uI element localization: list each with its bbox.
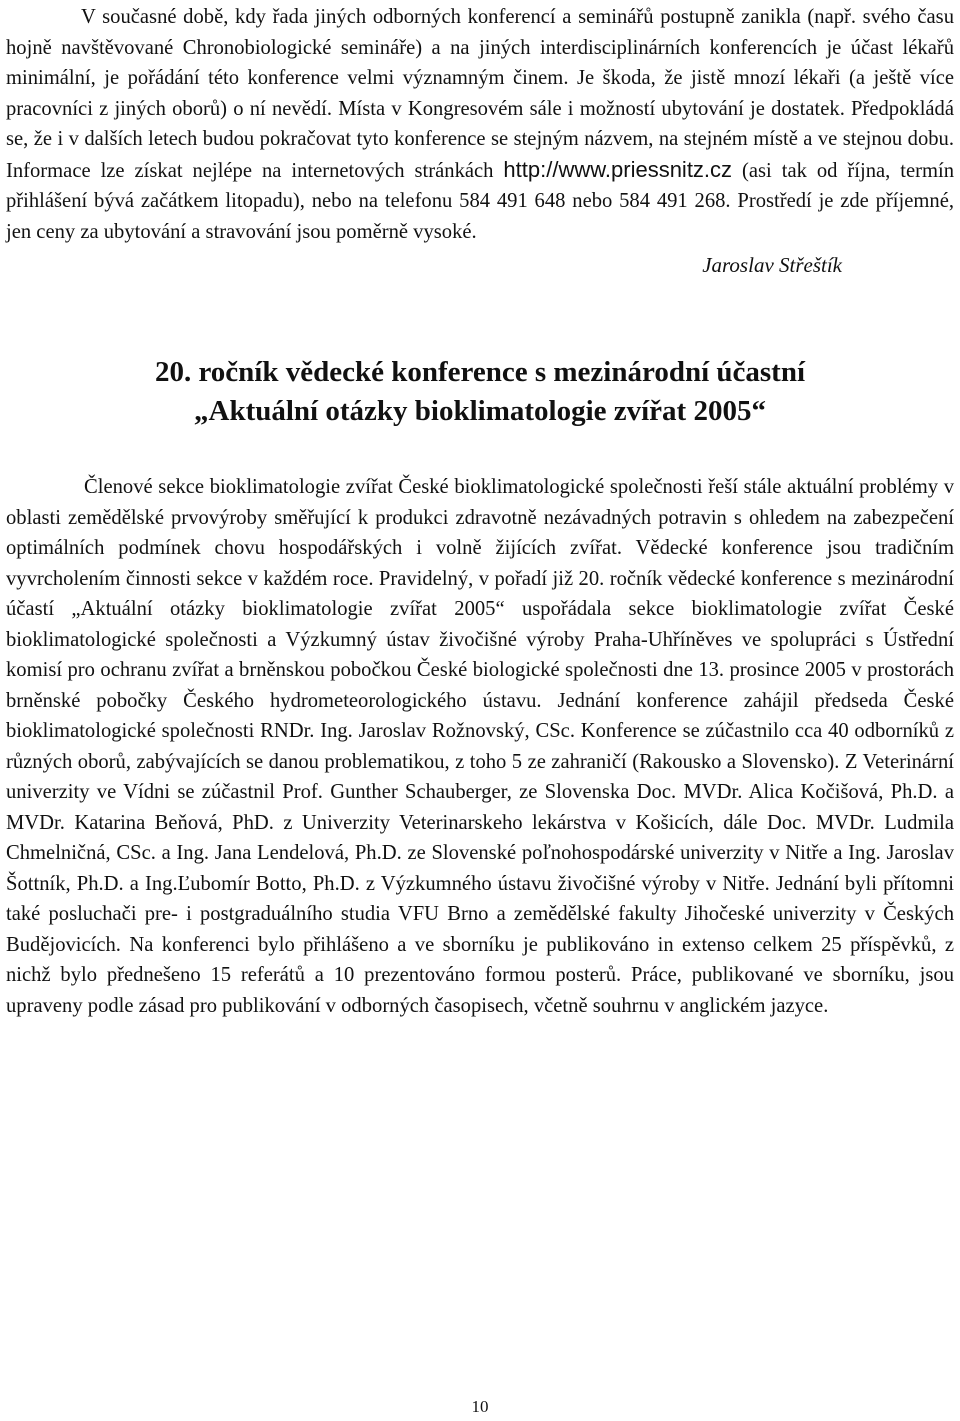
intro-paragraph [6,2,954,247]
website-link[interactable]: http://www.priessnitz.cz [503,156,733,182]
intro-text-part-1: V současné době, kdy řada jiných odborných konferencí a seminářů postupně zanikla (např. svého času hojně navštěvované Chronobiologické semináře) a na jiných interdisciplinárních konferencích je účast lékařů minimální, je pořádání této konference velmi významným činem. Je škoda, že jistě mnozí lékaři (a ještě více pracovníci z jiných oborů) o ní nevědí. Místa v Kongresovém sále i možností ubytování je dostatek. Předpokládá se, že i v dalších letech budou pokračovat tyto konference se stejným názvem, na stejném místě a ve stejnou dobu. Informace lze získat nejlépe na internetových stránkách [6,6,954,182]
document-page [6,0,954,1021]
section-title-line-1: 20. ročník vědecké konference s mezinárodní účastní [154,356,806,388]
section-heading [6,353,954,431]
intro-text-part-2: (asi tak od října, termín přihlášení bývá začátkem litopadu), nebo na telefonu 584 491 648 nebo 584 491 268. Prostředí je zde příjemné, jen ceny za ubytování a stravování jsou poměrně vysoké. [6,159,955,243]
author-signature: Jaroslav Střeštík [702,253,842,277]
page-number: 10 [471,1397,489,1416]
section-body-paragraph: Členové sekce bioklimatologie zvířat České bioklimatologické společnosti řeší stále aktuální problémy v oblasti zemědělské prvovýroby směřující k produkci zdravotně nezávadných potravin s ohledem na zabezpečení optimálních podmínek chovu hospodářských i volně žijících zvířat. Vědecké konference jsou tradičním vyvrcholením činnosti sekce v každém roce. Pravidelný, v pořadí již 20. ročník vědecké konference s mezinárodní účastí „Aktuální otázky bioklimatologie zvířat 2005“ uspořádala sekce bioklimatologie zvířat České bioklimatologické společnosti a Výzkumný ústav živočišné výroby Praha-Uhříněves ve spolupráci s Ústřední komisí pro ochranu zvířat a brněnskou pobočkou České biologické společnosti dne 13. prosince 2005 v prostorách brněnské pobočky Českého hydrometeorologického ústavu. Jednání konference zahájil předseda České bioklimatologické společnosti RNDr. Ing. Jaroslav Rožnovský, CSc. Konference se zúčastnilo cca 40 odborníků z různých oborů, zabývajících se danou problematikou, z toho 5 ze zahraničí (Rakousko a Slovensko). Z Veterinární univerzity ve Vídni se zúčastnil Prof. Gunther Schauberger, ze Slovenska Doc. MVDr. Alica Kočišová, Ph.D. a MVDr. Katarina Beňová, PhD. z Univerzity Veterinarskeho lekárstva v Košicích, dále Doc. MVDr. Ludmila Chmelničná, CSc. a Ing. Jana Lendelová, Ph.D. ze Slovenské poľnohospodárské univerzity v Nitře a Ing. Jaroslav Šottník, Ph.D. a Ing.Ľubomír Botto, Ph.D. z Výzkumného ústavu živočišné výroby v Nitře. Jednání byli přítomni také posluchači pre- i postgraduálního studia VFU Brno a zemědělské fakulty Jihočeské univerzity v Českých Budějovicích. Na konferenci bylo přihlášeno a ve sborníku je publikováno in extenso celkem 25 příspěvků, z nichž bylo přednešeno 15 referátů a 10 prezentováno formou posterů. Práce, publikované ve sborníku, jsou upraveny podle zásad pro publikování v odborných časopisech, včetně souhrnu v anglickém jazyce. [6,476,954,1017]
section-title-line-2: „Aktuální otázky bioklimatologie zvířat 2005“ [194,395,766,427]
